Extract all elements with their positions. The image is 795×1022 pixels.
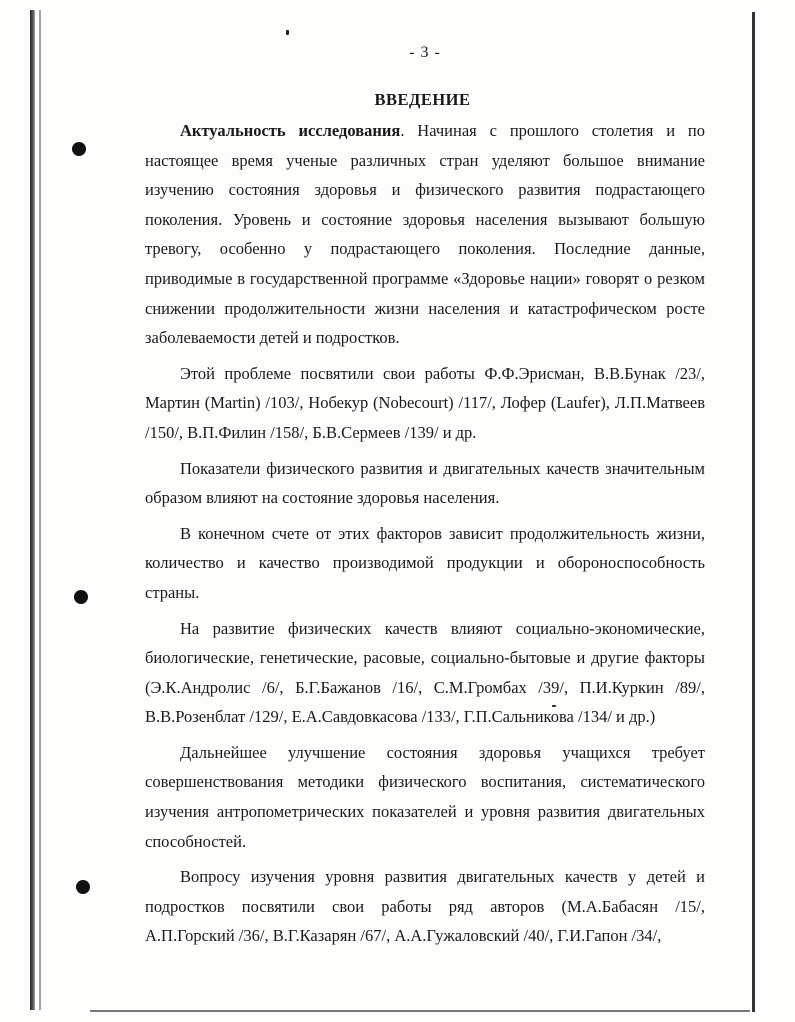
punch-hole-icon <box>72 142 86 156</box>
paragraph-relevance <box>145 116 705 353</box>
paragraph-improvement: Дальнейшее улучшение состояния здоровья учащихся требует совершенствования методики физического воспитания, систематического изучения антропометрических показателей и уровня развития двигательных способностей. <box>145 742 705 851</box>
relevance-label: Актуальность исследования <box>180 121 401 140</box>
scan-edge-left-line <box>39 10 41 1010</box>
paragraph-influences: На развитие физических качеств влияют социально-экономические, биологические, генетические, расовые, социально-бытовые и другие факторы (Э.К.Андролис /6/, Б.Г.Бажанов /16/, С.М.Громбах /39/, П.И.Куркин /89/, В.В.Розенблат /129/, Е.А.Савдовкасова /133/, Г.П.Сальникова /134/ и др.) <box>145 618 705 727</box>
section-heading: ВВЕДЕНИЕ <box>374 90 471 109</box>
punch-hole-icon <box>76 880 90 894</box>
paragraph-authors: Этой проблеме посвятили свои работы Ф.Ф.Эрисман, В.В.Бунак /23/, Мартин (Martin) /103/, Нобекур (Nobecourt) /117/, Лофер (Laufer), Л.П.Матвеев /150/, В.П.Филин /158/, Б.В.Сермеев /139/ и др. <box>145 363 705 442</box>
body-text <box>145 116 705 951</box>
page-number: - 3 - <box>409 44 441 61</box>
paragraph-indicators: Показатели физического развития и двигательных качеств значительным образом влияют на состояние здоровья населения. <box>145 458 705 508</box>
scan-edge-bottom <box>90 1010 750 1012</box>
paragraph-text: . Начиная с прошлого столетия и по настоящее время ученые различных стран уделяют большое внимание изучению состояния здоровья и физического развития подрастающего поколения. Уровень и состояние здоровья населения вызывают большую тревогу, особенно у подрастающего поколения. Последние данные, приводимые в государственной программе «Здоровье нации» говорят о резком снижении продолжительности жизни населения и катастрофическом росте заболеваемости детей и подростков. <box>145 121 705 348</box>
paragraph-research: Вопросу изучения уровня развития двигательных качеств у детей и подростков посвятили свои работы ряд авторов (М.А.Бабасян /15/, А.П.Горский /36/, В.Г.Казарян /67/, А.А.Гужаловский /40/, Г.И.Гапон /34/, <box>145 867 705 946</box>
scan-edge-right <box>752 12 755 1012</box>
scan-speck <box>286 30 289 35</box>
paragraph-factors: В конечном счете от этих факторов зависит продолжительность жизни, количество и качество производимой продукции и обороноспособность страны. <box>145 523 705 602</box>
scan-edge-left <box>30 10 35 1010</box>
punch-hole-icon <box>74 590 88 604</box>
